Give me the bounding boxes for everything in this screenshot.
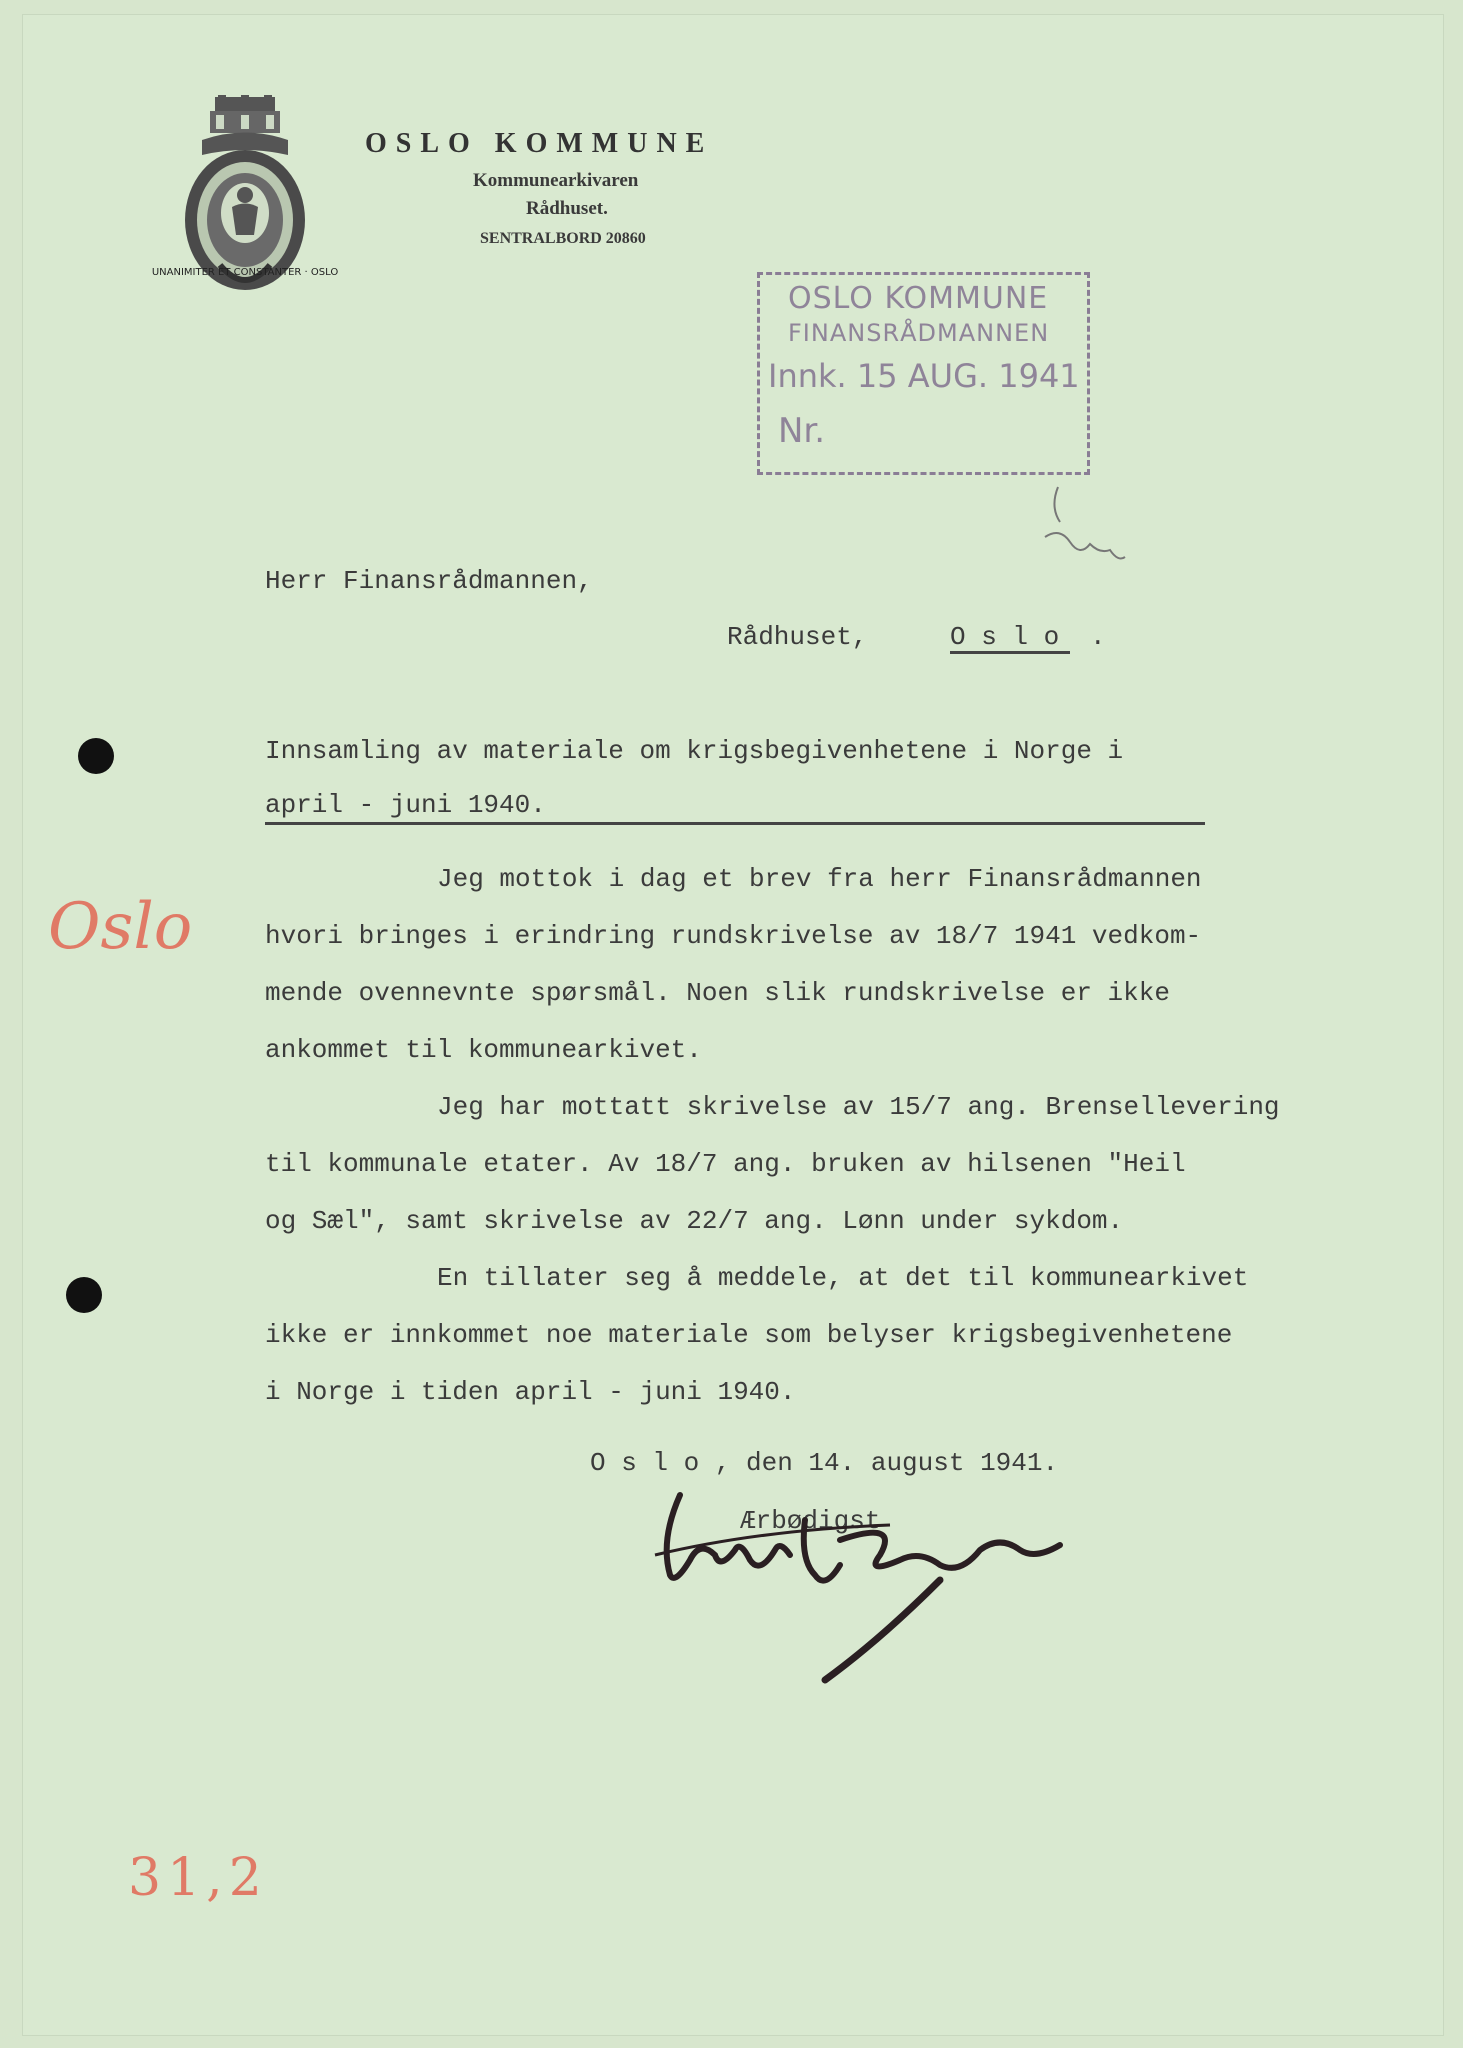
recipient-city-end: . <box>1090 622 1106 652</box>
stamp-line-2: FINANSRÅDMANNEN <box>788 319 1050 347</box>
body-line: En tillater seg å meddele, at det til kommunearkivet <box>437 1263 1249 1293</box>
closing-date: O s l o , den 14. august 1941. <box>590 1448 1059 1478</box>
recipient-address: Rådhuset, <box>727 622 868 652</box>
stamp-number: Nr. <box>778 411 826 451</box>
letterhead-phone: SENTRALBORD 20860 <box>480 230 646 247</box>
city-underline <box>950 651 1070 654</box>
body-line: Jeg har mottatt skrivelse av 15/7 ang. Brensellevering <box>437 1092 1280 1122</box>
letterhead-building: Rådhuset. <box>526 198 608 219</box>
punch-hole <box>66 1277 102 1313</box>
body-line: ankommet til kommunearkivet. <box>265 1035 702 1065</box>
body-line: hvori bringes i erindring rundskrivelse av 18/7 1941 vedkom- <box>265 921 1202 951</box>
letterhead-title: OSLO KOMMUNE <box>365 128 714 159</box>
body-line: ikke er innkommet noe materiale som belyser krigsbegivenhetene <box>265 1320 1233 1350</box>
body-line: Jeg mottok i dag et brev fra herr Finansrådmannen <box>437 864 1202 894</box>
red-archive-number: 31,2 <box>128 1848 268 1908</box>
body-line: til kommunale etater. Av 18/7 ang. bruken av hilsenen "Heil <box>265 1149 1186 1179</box>
receipt-stamp <box>757 272 1090 475</box>
oslo-crest-icon <box>151 95 339 300</box>
body-line: i Norge i tiden april - juni 1940. <box>265 1377 796 1407</box>
stamp-date: Innk. 15 AUG. 1941 <box>768 357 1080 395</box>
body-line: mende ovennevnte spørsmål. Noen slik rundskrivelse er ikke <box>265 978 1170 1008</box>
subject-line-2: april - juni 1940. <box>265 790 546 820</box>
letterhead-department: Kommunearkivaren <box>473 170 639 191</box>
letter-sheet <box>22 14 1444 2036</box>
subject-underline <box>265 822 1205 825</box>
stamp-line-1: OSLO KOMMUNE <box>788 281 1049 316</box>
closing-greeting: Ærbødigst <box>740 1506 881 1536</box>
subject-line-1: Innsamling av materiale om krigsbegivenhetene i Norge i <box>265 736 1124 766</box>
recipient-name: Herr Finansrådmannen, <box>265 566 593 596</box>
signature-icon <box>640 1480 1080 1690</box>
crest-text: UNANIMITER ET CONSTANTER · OSLO <box>151 267 339 278</box>
recipient-city: O s l o <box>950 622 1060 652</box>
body-line: og Sæl", samt skrivelse av 22/7 ang. Lønn under sykdom. <box>265 1206 1124 1236</box>
punch-hole <box>78 738 114 774</box>
pencil-initials-icon <box>1040 482 1130 592</box>
red-margin-note: Oslo <box>48 890 193 964</box>
